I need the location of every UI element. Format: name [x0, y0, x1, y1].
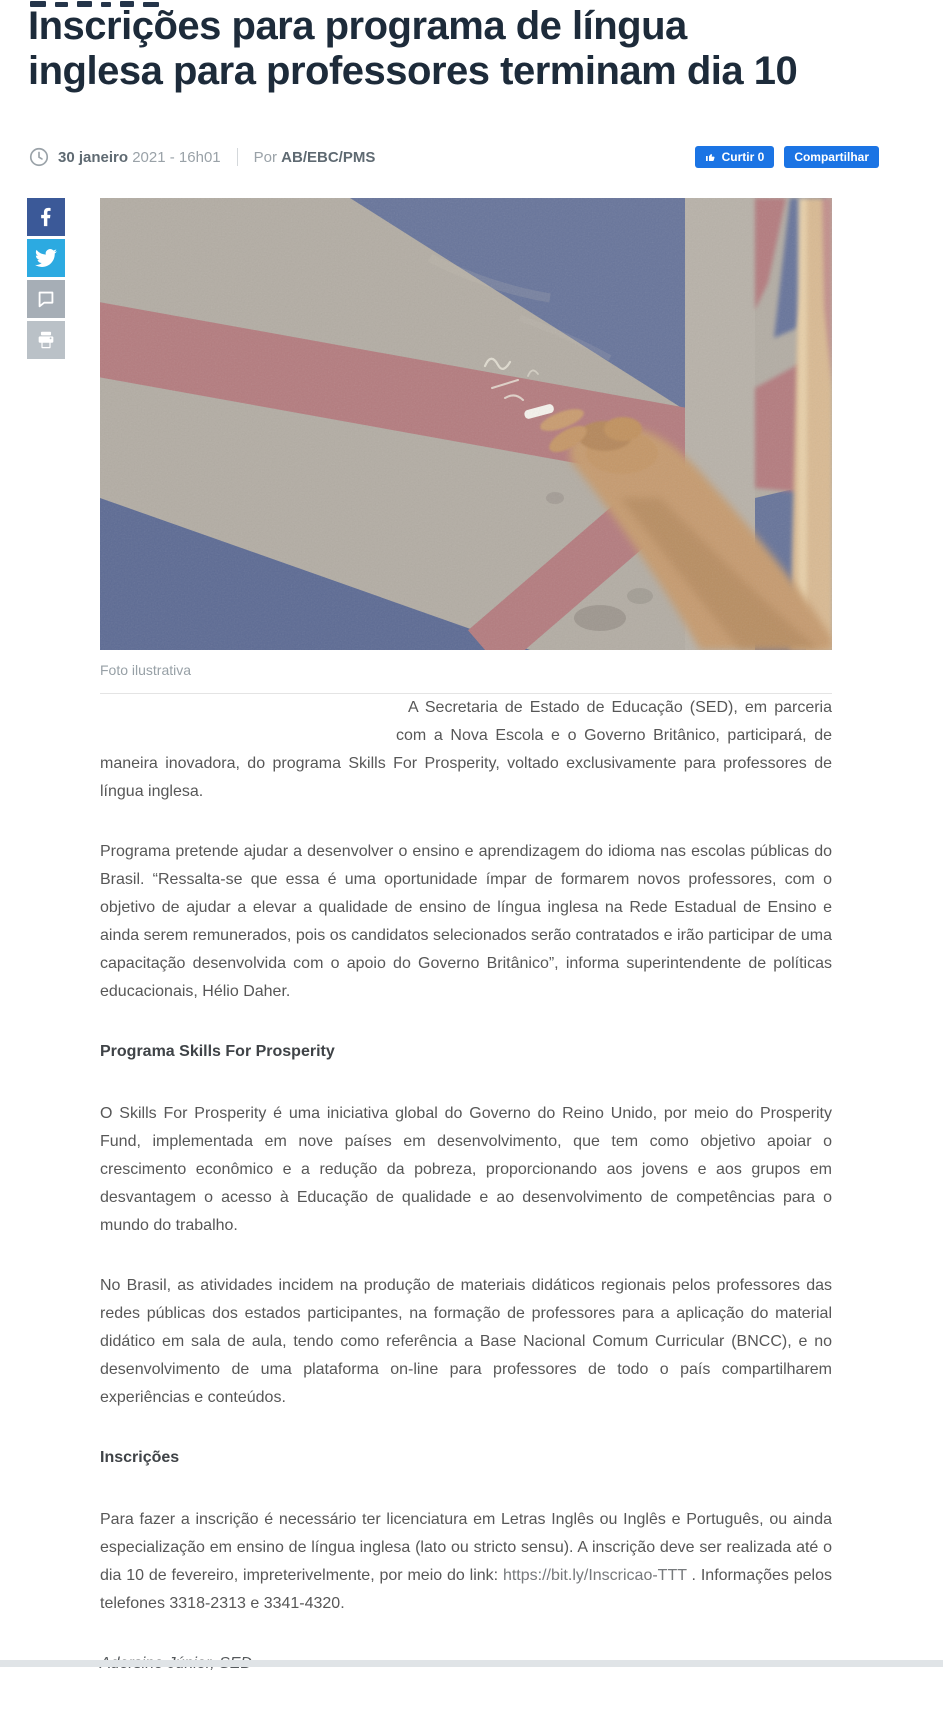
text-indent-spacer: [100, 694, 408, 722]
paragraph-4: No Brasil, as atividades incidem na produção de materiais didáticos regionais pelos professores das redes públicas dos estados participantes, na formação de professores para a aplicação do material didático em sala de aula, tendo como referência a Base Nacional Comum Curricular (BNCC), e no desenvolvimento de uma plataforma on-line para professores de todo o país compartilharem experiências e conteúdos.: [100, 1277, 832, 1406]
printer-icon: [35, 329, 57, 351]
hero-image-uk-flag-chalkboard: [100, 198, 832, 650]
date-time: 2021 - 16h01: [132, 148, 221, 166]
fb-like-button[interactable]: [695, 146, 775, 168]
registration-link[interactable]: https://bit.ly/Inscricao-TTT: [502, 1567, 687, 1584]
subheading-program: Programa Skills For Prosperity: [100, 1043, 335, 1060]
clock-icon: [28, 146, 50, 168]
footer-edge: [0, 1660, 943, 1667]
paragraph-1: [100, 694, 832, 806]
date-day: 30 janeiro: [58, 148, 129, 166]
thumbs-up-icon: [705, 151, 717, 163]
facebook-icon: [35, 206, 57, 228]
paragraph-5-text: Para fazer a inscrição é necessário ter licenciatura em Letras Inglês ou Inglês e Português, ou ainda especialização em ensino de língua inglesa (lato ou stricto sensu). A inscrição deve ser realizada até o dia 10 de fevereiro, impreterivelmente, por meio do link:: [100, 1511, 832, 1584]
twitter-icon: [35, 247, 57, 269]
paragraph-5: [100, 1506, 832, 1618]
subheading-inscricoes: Inscrições: [100, 1449, 180, 1466]
paragraph-3: O Skills For Prosperity é uma iniciativa global do Governo do Reino Unido, por meio do Prosperity Fund, implementada em nove países em desenvolvimento, que tem como objetivo apoiar o crescimento econômico e a redução da pobreza, proporcionando aos jovens e aos grupos em desvantagem o acesso à Educação de qualidade e ao desenvolvimento de competências para o mundo do trabalho.: [100, 1105, 832, 1234]
paragraph-5-text-after: . Informações pelos telefones 3318-2313 e 3341-4320.: [100, 1567, 832, 1612]
meta-row: [28, 146, 879, 168]
byline: AB/EBC/PMS: [281, 148, 376, 166]
article-body: [100, 694, 832, 1678]
share-twitter-button[interactable]: [27, 239, 65, 277]
paragraph-2: Programa pretende ajudar a desenvolver o ensino e aprendizagem do idioma nas escolas públicas do Brasil. “Ressalta-se que essa é uma oportunidade ímpar de formarem novos professores, com o objetivo de ajudar a elevar a qualidade de ensino de língua inglesa na Rede Estadual de Ensino e ainda serem remunerados, pois os candidatos selecionados serão contratados e irão participar de uma capacitação desenvolvida com o apoio do Governo Britânico”, informa superintendente de políticas educacionais, Hélio Daher.: [100, 843, 832, 1000]
paragraph-1-text: A Secretaria de Estado de Educação (SED), em parceria com a Nova Escola e o Governo Britânico, participará, de maneira inovadora, do programa Skills For Prosperity, voltado exclusivamente para professores de língua inglesa.: [100, 699, 832, 800]
meta-divider: [237, 148, 238, 166]
share-sidebar: [27, 198, 65, 359]
comment-bubble-icon: [35, 288, 57, 310]
facebook-plugin: [695, 146, 879, 168]
page-title: Inscrições para programa de língua inglesa para professores terminam dia 10: [28, 4, 798, 93]
image-caption: Foto ilustrativa: [100, 662, 192, 678]
fb-share-button[interactable]: [784, 146, 879, 168]
share-comments-button[interactable]: [27, 280, 65, 318]
share-facebook-button[interactable]: [27, 198, 65, 236]
fb-share-label: Compartilhar: [794, 150, 869, 164]
fb-like-label: Curtir 0: [721, 150, 765, 164]
text-indent-spacer: [100, 722, 396, 750]
share-print-button[interactable]: [27, 321, 65, 359]
article-meta: [28, 146, 375, 168]
by-label: Por: [253, 148, 277, 166]
